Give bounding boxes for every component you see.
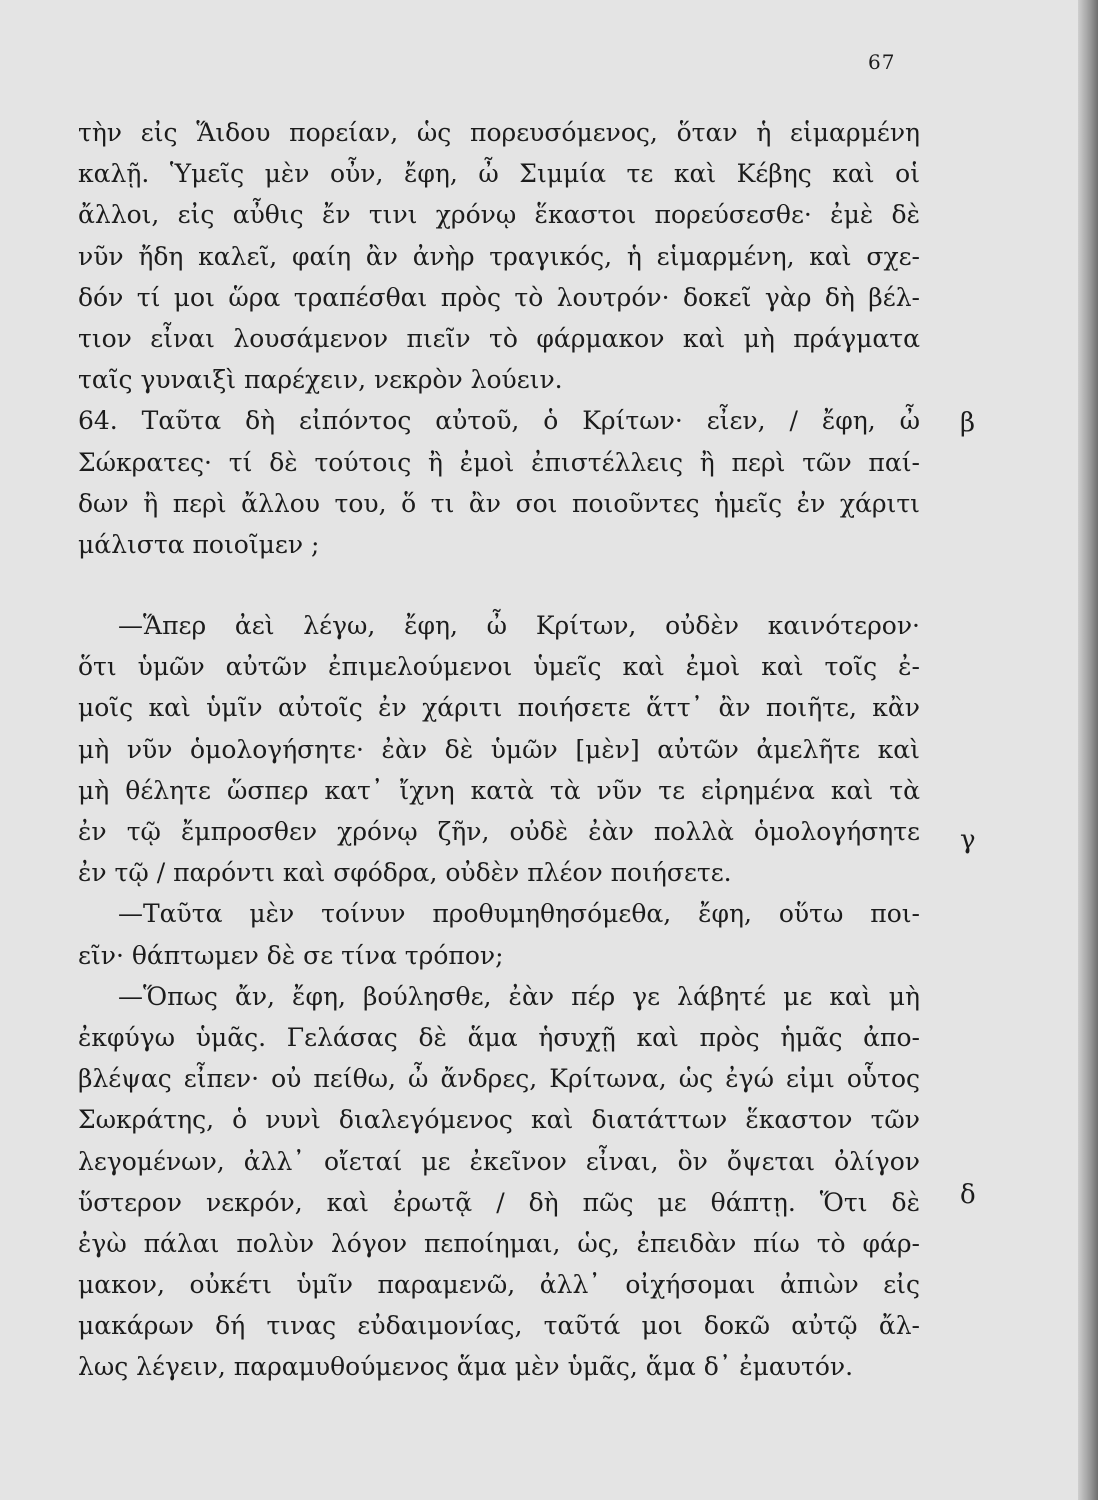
paragraph-gap	[78, 565, 920, 605]
text-line: ἄλλοι, εἰς αὖθις ἔν τινι χρόνῳ ἕκαστοι πορεύσεσθε· ἐμὲ δὲ	[78, 200, 920, 230]
text-line: —Ταῦτα μὲν τοίνυν προθυμηθησόμεθα, ἔφη, οὕτω ποι-	[118, 899, 920, 929]
text-line: μακον, οὐκέτι ὑμῖν παραμενῶ, ἀλλ᾽ οἰχήσομαι ἀπιὼν εἰς	[78, 1270, 920, 1300]
text-line: ἐν τῷ ἔμπροσθεν χρόνῳ ζῆν, οὐδὲ ἐὰν πολλὰ ὁμολογήσητε	[78, 817, 920, 846]
text-line: εῖν· θάπτωμεν δὲ σε τίνα τρόπον;	[78, 940, 504, 970]
text-line: τὴν εἰς Ἅιδου πορείαν, ὡς πορευσόμενος, ὅταν ἡ εἱμαρμένη	[78, 118, 920, 147]
text-line: μακάρων δή τινας εὐδαιμονίας, ταῦτά μοι δοκῶ αὐτῷ ἄλ-	[78, 1311, 920, 1341]
text-line: δόν τί μοι ὥρα τραπέσθαι πρὸς τὸ λουτρόν· δοκεῖ γὰρ δὴ βέλ-	[78, 282, 920, 312]
text-line: μοῖς καὶ ὑμῖν αὐτοῖς ἐν χάριτι ποιήσετε ἅττ᾽ ἂν ποιῆτε, κἂν	[78, 693, 920, 723]
text-line: καλῇ. Ὑμεῖς μὲν οὖν, ἔφη, ὦ Σιμμία τε καὶ Κέβης καὶ οἱ	[78, 159, 920, 189]
margin-note-delta: δ	[960, 1180, 976, 1210]
page-number: 67	[868, 50, 896, 74]
text-line: δων ἢ περὶ ἄλλου του, ὅ τι ἂν σοι ποιοῦντες ἡμεῖς ἐν χάριτι	[78, 488, 920, 518]
text-line: νῦν ἤδη καλεῖ, φαίη ἂν ἀνὴρ τραγικός, ἡ εἱμαρμένη, καὶ σχε-	[78, 241, 920, 271]
text-line: ἐγὼ πάλαι πολὺν λόγον πεποίημαι, ὡς, ἐπειδὰν πίω τὸ φάρ-	[78, 1228, 920, 1258]
text-line: μὴ θέλητε ὥσπερ κατ᾽ ἴχνη κατὰ τὰ νῦν τε εἰρημένα καὶ τὰ	[78, 775, 920, 805]
text-line: λως λέγειν, παραμυθούμενος ἅμα μὲν ὑμᾶς, ἅμα δ᾽ ἐμαυτόν.	[78, 1352, 854, 1382]
text-line: μάλιστα ποιοῖμεν ;	[78, 529, 320, 559]
text-line: μὴ νῦν ὁμολογήσητε· ἐὰν δὲ ὑμῶν [μὲν] αὐτῶν ἀμελῆτε καὶ	[78, 734, 920, 764]
text-line: βλέψας εἶπεν· οὐ πείθω, ὦ ἄνδρες, Κρίτωνα, ὡς ἐγώ εἰμι οὗτος	[78, 1064, 920, 1094]
text-line: ὕστερον νεκρόν, καὶ ἐρωτᾷ / δὴ πῶς με θάπτῃ. Ὅτι δὲ	[78, 1187, 920, 1217]
text-line: ἐκφύγω ὑμᾶς. Γελάσας δὲ ἅμα ἡσυχῇ καὶ πρὸς ἡμᾶς ἀπο-	[78, 1022, 920, 1052]
text-line: —Ἅπερ ἀεὶ λέγω, ἔφη, ὦ Κρίτων, οὐδὲν καινότερον·	[118, 611, 920, 641]
margin-note-beta: β	[960, 408, 976, 438]
page-edge-shadow	[1078, 0, 1098, 1500]
text-line: τιον εἶναι λουσάμενον πιεῖν τὸ φάρμακον καὶ μὴ πράγματα	[78, 323, 920, 353]
text-block	[78, 112, 920, 1388]
text-line: Σωκράτης, ὁ νυνὶ διαλεγόμενος καὶ διατάττων ἕκαστον τῶν	[78, 1105, 920, 1135]
text-line: λεγομένων, ἀλλ᾽ οἴεταί με ἐκεῖνον εἶναι, ὃν ὄψεται ὀλίγον	[78, 1146, 920, 1176]
text-line: 64. Ταῦτα δὴ εἰπόντος αὐτοῦ, ὁ Κρίτων· εἶεν, / ἔφη, ὦ	[78, 406, 920, 436]
text-line: Σώκρατες· τί δὲ τούτοις ἢ ἐμοὶ ἐπιστέλλεις ἢ περὶ τῶν παί-	[78, 447, 920, 477]
text-line: —Ὅπως ἄν, ἔφη, βούλησθε, ἐὰν πέρ γε λάβητέ με καὶ μὴ	[118, 981, 920, 1011]
text-line: ταῖς γυναιξὶ παρέχειν, νεκρὸν λούειν.	[78, 365, 563, 395]
text-line: ἐν τῷ / παρόντι καὶ σφόδρα, οὐδὲν πλέον ποιήσετε.	[78, 858, 732, 888]
margin-note-gamma: γ	[960, 825, 976, 855]
text-line: ὅτι ὑμῶν αὐτῶν ἐπιμελούμενοι ὑμεῖς καὶ ἐμοὶ καὶ τοῖς ἐ-	[78, 652, 920, 682]
